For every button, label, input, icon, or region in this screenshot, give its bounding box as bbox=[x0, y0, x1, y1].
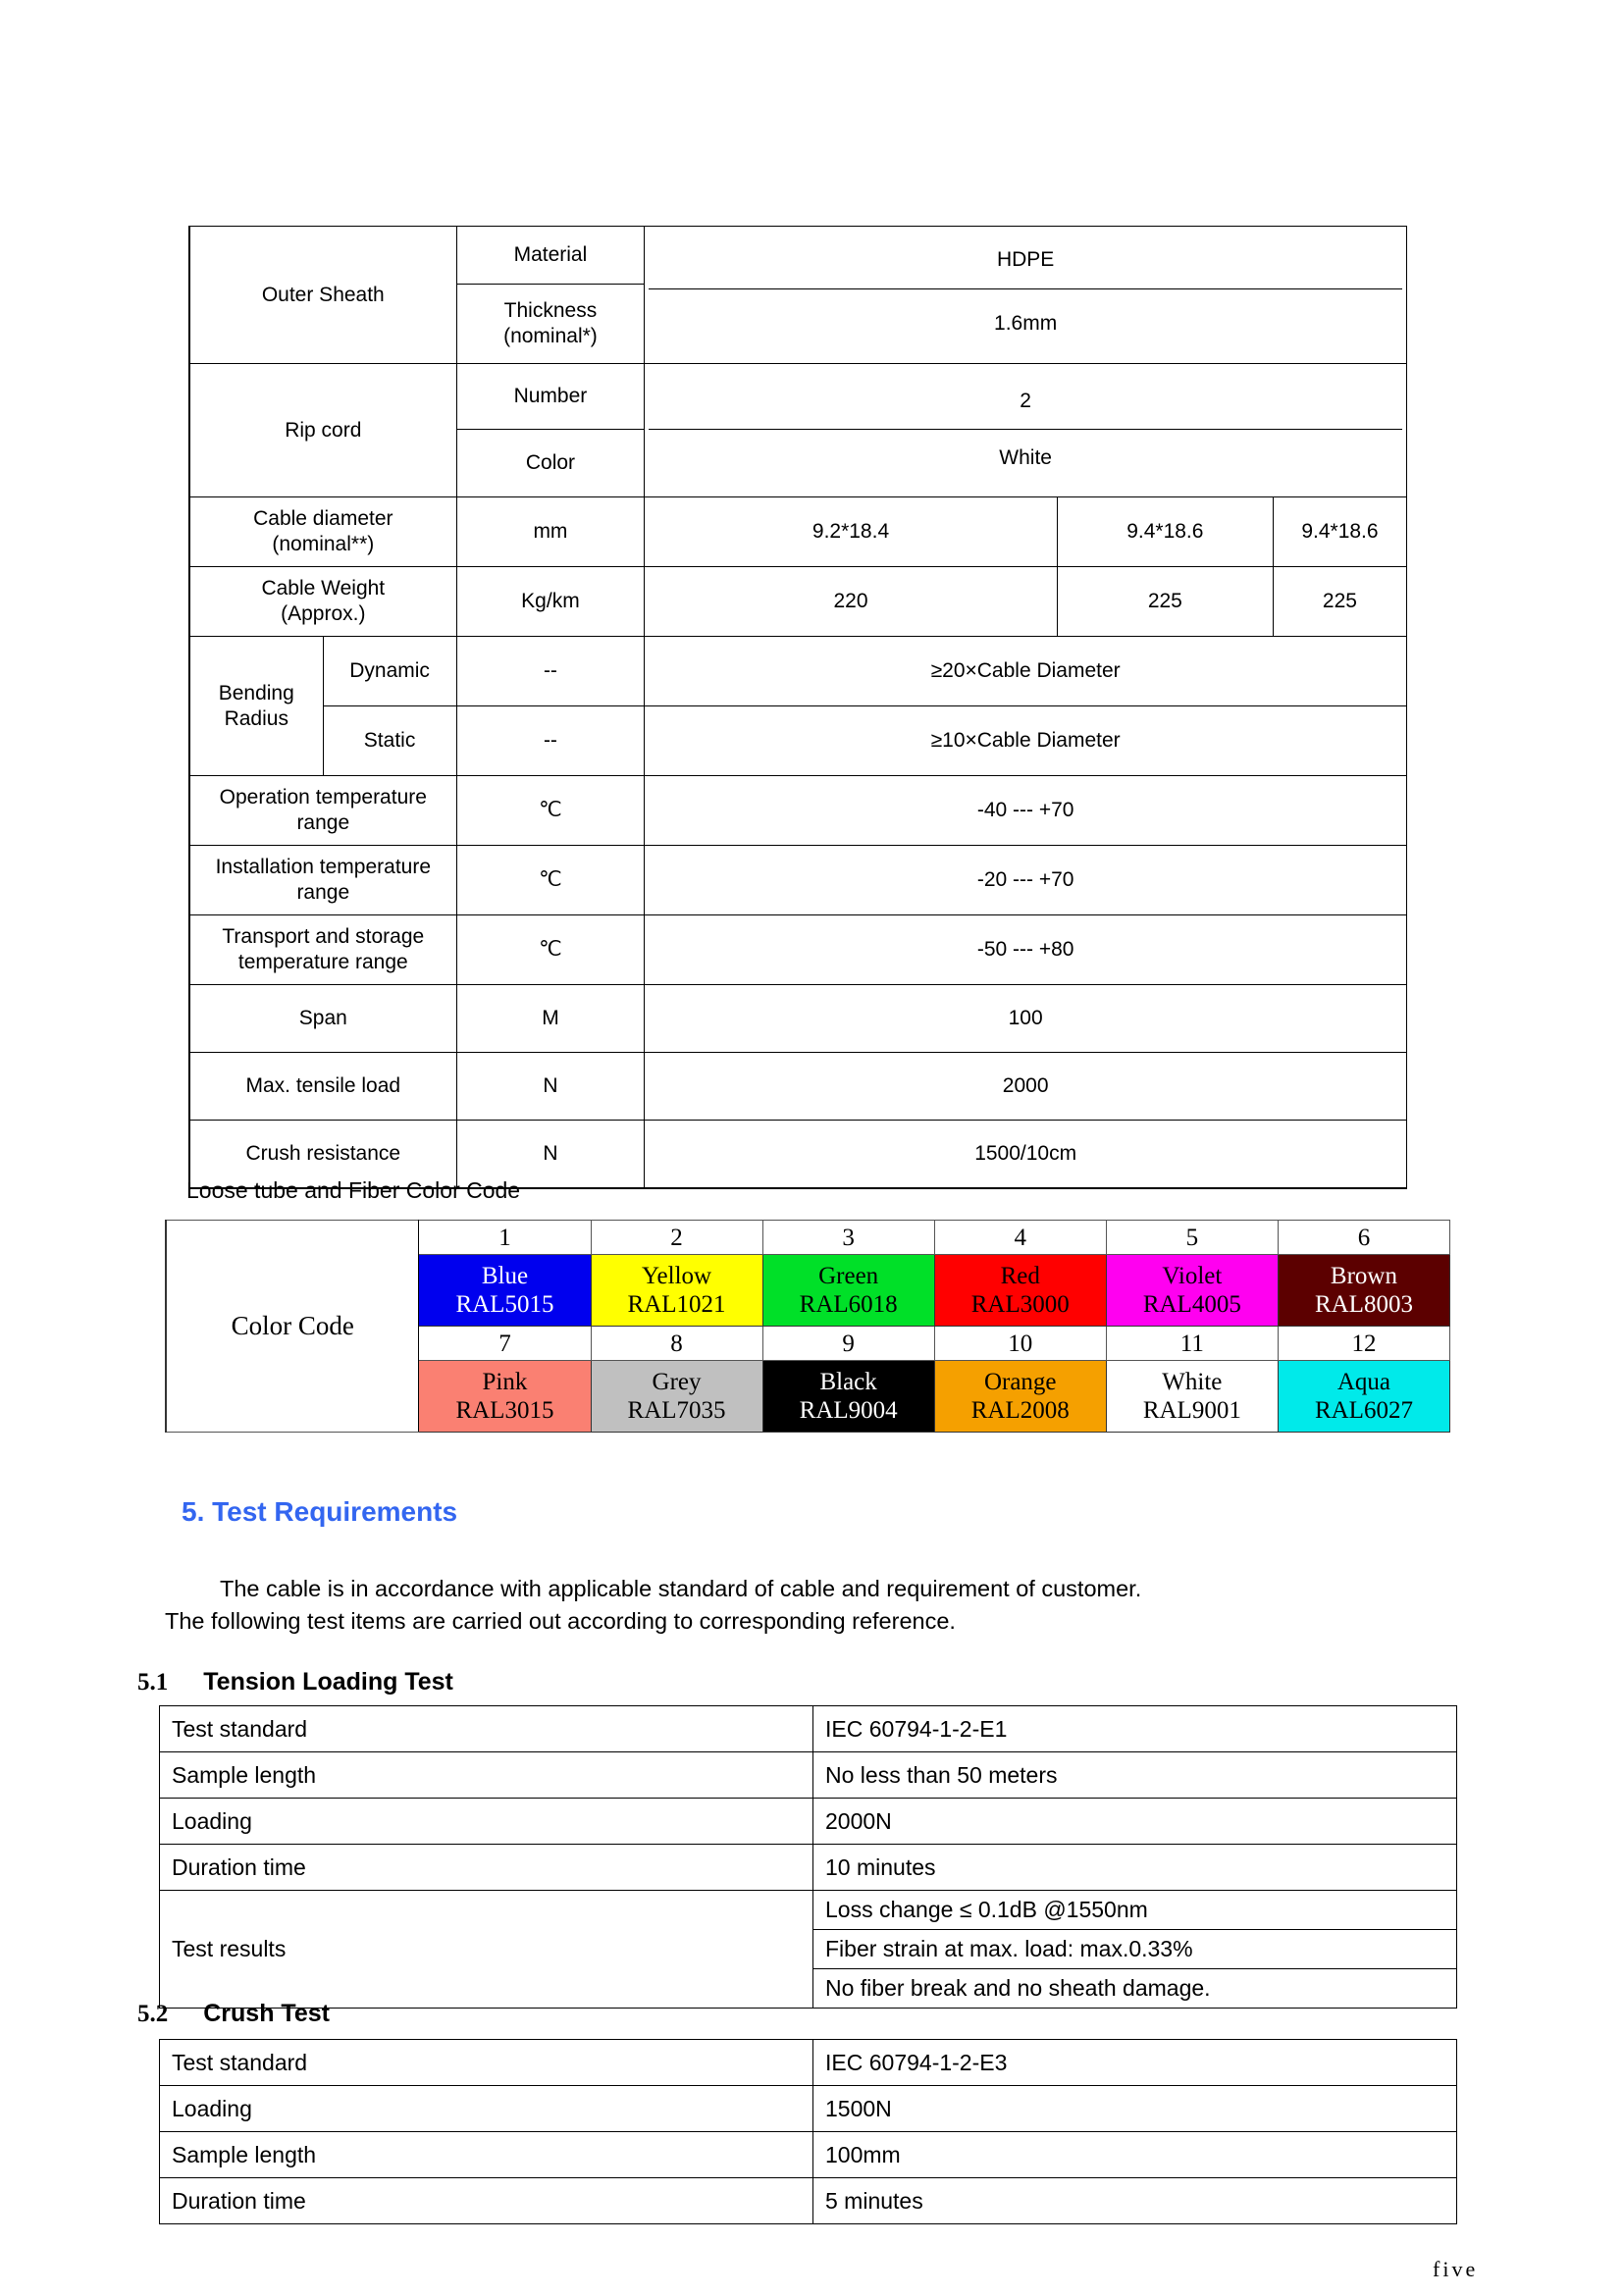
color-swatch-name: Red bbox=[1000, 1263, 1040, 1289]
color-swatch-name: Aqua bbox=[1336, 1369, 1391, 1395]
cell-value: 1500N bbox=[813, 2086, 1457, 2132]
table-row bbox=[160, 2132, 1457, 2178]
color-swatch bbox=[1278, 1361, 1449, 1433]
table-row bbox=[160, 1752, 1457, 1799]
table-row bbox=[189, 497, 1407, 567]
cell-rip-color-value: White bbox=[999, 446, 1052, 470]
cell-fiber-number: 12 bbox=[1278, 1327, 1449, 1361]
color-swatch-ral: RAL6027 bbox=[1314, 1397, 1413, 1424]
heading-5-2-title: Crush Test bbox=[203, 2000, 330, 2027]
color-swatch-name: Blue bbox=[481, 1263, 529, 1289]
color-swatch-ral: RAL8003 bbox=[1314, 1291, 1413, 1318]
intro-paragraph bbox=[165, 1573, 1440, 1639]
color-swatch bbox=[762, 1361, 934, 1433]
heading-test-requirements: 5. Test Requirements bbox=[182, 1496, 458, 1527]
cell-crush-label: Crush resistance bbox=[189, 1121, 456, 1189]
cell-crush-value: 1500/10cm bbox=[645, 1121, 1407, 1189]
cell-operation-temp-label: Operation temperature range bbox=[189, 776, 456, 846]
color-swatch bbox=[419, 1255, 591, 1327]
table-row bbox=[189, 706, 1407, 776]
color-swatch-name: White bbox=[1162, 1369, 1223, 1395]
cell-cable-weight-unit: Kg/km bbox=[456, 567, 645, 637]
table-row bbox=[160, 1845, 1457, 1891]
cell-cable-diameter-v3: 9.4*18.6 bbox=[1273, 497, 1406, 567]
table-row bbox=[160, 2178, 1457, 2224]
color-swatch bbox=[762, 1255, 934, 1327]
color-swatch-name: Green bbox=[818, 1263, 879, 1289]
color-swatch-ral: RAL4005 bbox=[1142, 1291, 1241, 1318]
table-row bbox=[189, 985, 1407, 1053]
cell-transport-temp-unit: ℃ bbox=[456, 915, 645, 985]
page-footer: five bbox=[1433, 2257, 1479, 2281]
color-swatch bbox=[419, 1361, 591, 1433]
cell-span-unit: M bbox=[456, 985, 645, 1053]
cell-bending-static-label: Static bbox=[323, 706, 456, 776]
cell-bending-dynamic-unit: -- bbox=[456, 637, 645, 706]
color-swatch-name: Pink bbox=[482, 1369, 528, 1395]
cell-thickness-label: Thickness (nominal*) bbox=[456, 285, 645, 364]
color-swatch bbox=[591, 1255, 762, 1327]
heading-5-1-number: 5.1 bbox=[137, 1669, 169, 1696]
cell-cable-weight-v3: 225 bbox=[1273, 567, 1406, 637]
cell-fiber-number: 5 bbox=[1106, 1221, 1278, 1255]
table-row bbox=[189, 567, 1407, 637]
color-code-caption: Loose tube and Fiber Color Code bbox=[186, 1177, 521, 1203]
cell-bending-static-unit: -- bbox=[456, 706, 645, 776]
cell-result-line: Fiber strain at max. load: max.0.33% bbox=[813, 1930, 1456, 1969]
color-swatch bbox=[934, 1361, 1106, 1433]
cell-cable-diameter-unit: mm bbox=[456, 497, 645, 567]
cell-transport-temp-value: -50 --- +80 bbox=[645, 915, 1407, 985]
cell-test-results bbox=[813, 1891, 1457, 2009]
tension-loading-test-table bbox=[159, 1705, 1457, 2009]
color-swatch-name: Brown bbox=[1330, 1263, 1397, 1289]
color-swatch-ral: RAL1021 bbox=[627, 1291, 726, 1318]
cell-key: Test standard bbox=[160, 1706, 813, 1752]
cell-rip-cord: Rip cord bbox=[189, 364, 456, 497]
cell-rip-number-label: Number bbox=[456, 364, 645, 430]
cell-operation-temp-value: -40 --- +70 bbox=[645, 776, 1407, 846]
cell-value: IEC 60794-1-2-E1 bbox=[813, 1706, 1457, 1752]
cell-rip-values bbox=[645, 364, 1407, 497]
cell-cable-weight-v2: 225 bbox=[1057, 567, 1273, 637]
table-row bbox=[160, 2086, 1457, 2132]
color-swatch-name: Violet bbox=[1162, 1263, 1223, 1289]
cell-key: Loading bbox=[160, 2086, 813, 2132]
cell-value: No less than 50 meters bbox=[813, 1752, 1457, 1799]
cell-key: Sample length bbox=[160, 1752, 813, 1799]
table-row bbox=[166, 1221, 1450, 1255]
heading-5-2-number: 5.2 bbox=[137, 2001, 169, 2027]
color-swatch-ral: RAL9004 bbox=[799, 1397, 898, 1424]
cell-value: 10 minutes bbox=[813, 1845, 1457, 1891]
cell-bending-dynamic-label: Dynamic bbox=[323, 637, 456, 706]
cell-result-line: No fiber break and no sheath damage. bbox=[825, 1975, 1211, 2001]
table-row bbox=[189, 846, 1407, 915]
cable-specification-table bbox=[188, 226, 1407, 1189]
cell-value: IEC 60794-1-2-E3 bbox=[813, 2040, 1457, 2086]
cell-fiber-number: 6 bbox=[1278, 1221, 1449, 1255]
cell-material-value bbox=[645, 227, 1407, 364]
intro-paragraph-line2: The following test items are carried out according to corresponding reference. bbox=[165, 1608, 956, 1635]
cell-key: Duration time bbox=[160, 1845, 813, 1891]
cell-bending-radius-label: Bending Radius bbox=[189, 637, 323, 776]
cell-cable-diameter-v1: 9.2*18.4 bbox=[645, 497, 1057, 567]
table-row bbox=[189, 776, 1407, 846]
cell-span-value: 100 bbox=[645, 985, 1407, 1053]
color-swatch bbox=[591, 1361, 762, 1433]
cell-color-code-label: Color Code bbox=[166, 1221, 419, 1433]
cell-transport-temp-label: Transport and storage temperature range bbox=[189, 915, 456, 985]
cell-fiber-number: 4 bbox=[934, 1221, 1106, 1255]
cell-cable-diameter-label: Cable diameter (nominal**) bbox=[189, 497, 456, 567]
color-swatch-name: Yellow bbox=[642, 1263, 712, 1289]
cell-crush-unit: N bbox=[456, 1121, 645, 1189]
cell-value: 5 minutes bbox=[813, 2178, 1457, 2224]
color-swatch-ral: RAL9001 bbox=[1142, 1397, 1241, 1424]
color-swatch bbox=[934, 1255, 1106, 1327]
cell-fiber-number: 11 bbox=[1106, 1327, 1278, 1361]
color-swatch-ral: RAL7035 bbox=[627, 1397, 726, 1424]
cell-key: Duration time bbox=[160, 2178, 813, 2224]
crush-test-table bbox=[159, 2039, 1457, 2224]
cell-fiber-number: 7 bbox=[419, 1327, 591, 1361]
cell-material-label: Material bbox=[456, 227, 645, 285]
table-row bbox=[189, 227, 1407, 285]
cell-value: 100mm bbox=[813, 2132, 1457, 2178]
cell-fiber-number: 10 bbox=[934, 1327, 1106, 1361]
color-swatch bbox=[1106, 1361, 1278, 1433]
fiber-color-code-table bbox=[165, 1220, 1450, 1433]
cell-cable-diameter-v2: 9.4*18.6 bbox=[1057, 497, 1273, 567]
cell-fiber-number: 2 bbox=[591, 1221, 762, 1255]
cell-fiber-number: 9 bbox=[762, 1327, 934, 1361]
cell-fiber-number: 8 bbox=[591, 1327, 762, 1361]
cell-fiber-number: 3 bbox=[762, 1221, 934, 1255]
intro-paragraph-line1: The cable is in accordance with applicable standard of cable and requirement of customer. bbox=[220, 1576, 1142, 1601]
color-swatch-ral: RAL3000 bbox=[970, 1291, 1070, 1318]
table-row bbox=[160, 2040, 1457, 2086]
cell-rip-color-label: Color bbox=[456, 430, 645, 497]
color-swatch-name: Orange bbox=[983, 1369, 1057, 1395]
cell-tensile-value: 2000 bbox=[645, 1053, 1407, 1121]
table-row bbox=[160, 1799, 1457, 1845]
table-row bbox=[189, 915, 1407, 985]
cell-installation-temp-label: Installation temperature range bbox=[189, 846, 456, 915]
cell-material-value-text: HDPE bbox=[649, 232, 1402, 289]
cell-result-line: Loss change ≤ 0.1dB @1550nm bbox=[813, 1891, 1456, 1930]
cell-installation-temp-unit: ℃ bbox=[456, 846, 645, 915]
table-row bbox=[160, 1706, 1457, 1752]
cell-bending-dynamic-value: ≥20×Cable Diameter bbox=[645, 637, 1407, 706]
table-row bbox=[189, 637, 1407, 706]
cell-installation-temp-value: -20 --- +70 bbox=[645, 846, 1407, 915]
color-swatch bbox=[1106, 1255, 1278, 1327]
cell-cable-weight-label: Cable Weight (Approx.) bbox=[189, 567, 456, 637]
heading-5-1-title: Tension Loading Test bbox=[203, 1668, 453, 1696]
cell-bending-static-value: ≥10×Cable Diameter bbox=[645, 706, 1407, 776]
table-row bbox=[160, 1891, 1457, 2009]
heading-5-1 bbox=[137, 1668, 453, 1696]
cell-tensile-unit: N bbox=[456, 1053, 645, 1121]
color-swatch-name: Black bbox=[819, 1369, 877, 1395]
color-swatch bbox=[1278, 1255, 1449, 1327]
heading-5-2 bbox=[137, 2000, 330, 2028]
cell-outer-sheath: Outer Sheath bbox=[189, 227, 456, 364]
cell-operation-temp-unit: ℃ bbox=[456, 776, 645, 846]
color-swatch-name: Grey bbox=[652, 1369, 702, 1395]
cell-tensile-label: Max. tensile load bbox=[189, 1053, 456, 1121]
color-swatch-ral: RAL5015 bbox=[455, 1291, 554, 1318]
cell-key: Test results bbox=[160, 1891, 813, 2009]
cell-thickness-value-text: 1.6mm bbox=[994, 312, 1058, 336]
cell-key: Sample length bbox=[160, 2132, 813, 2178]
cell-value: 2000N bbox=[813, 1799, 1457, 1845]
table-row bbox=[189, 1053, 1407, 1121]
cell-fiber-number: 1 bbox=[419, 1221, 591, 1255]
color-swatch-ral: RAL3015 bbox=[455, 1397, 554, 1424]
cell-key: Loading bbox=[160, 1799, 813, 1845]
table-row bbox=[189, 364, 1407, 430]
cell-key: Test standard bbox=[160, 2040, 813, 2086]
color-swatch-ral: RAL2008 bbox=[970, 1397, 1070, 1424]
cell-span-label: Span bbox=[189, 985, 456, 1053]
cell-rip-number-value: 2 bbox=[649, 374, 1402, 430]
color-swatch-ral: RAL6018 bbox=[799, 1291, 898, 1318]
cell-cable-weight-v1: 220 bbox=[645, 567, 1057, 637]
